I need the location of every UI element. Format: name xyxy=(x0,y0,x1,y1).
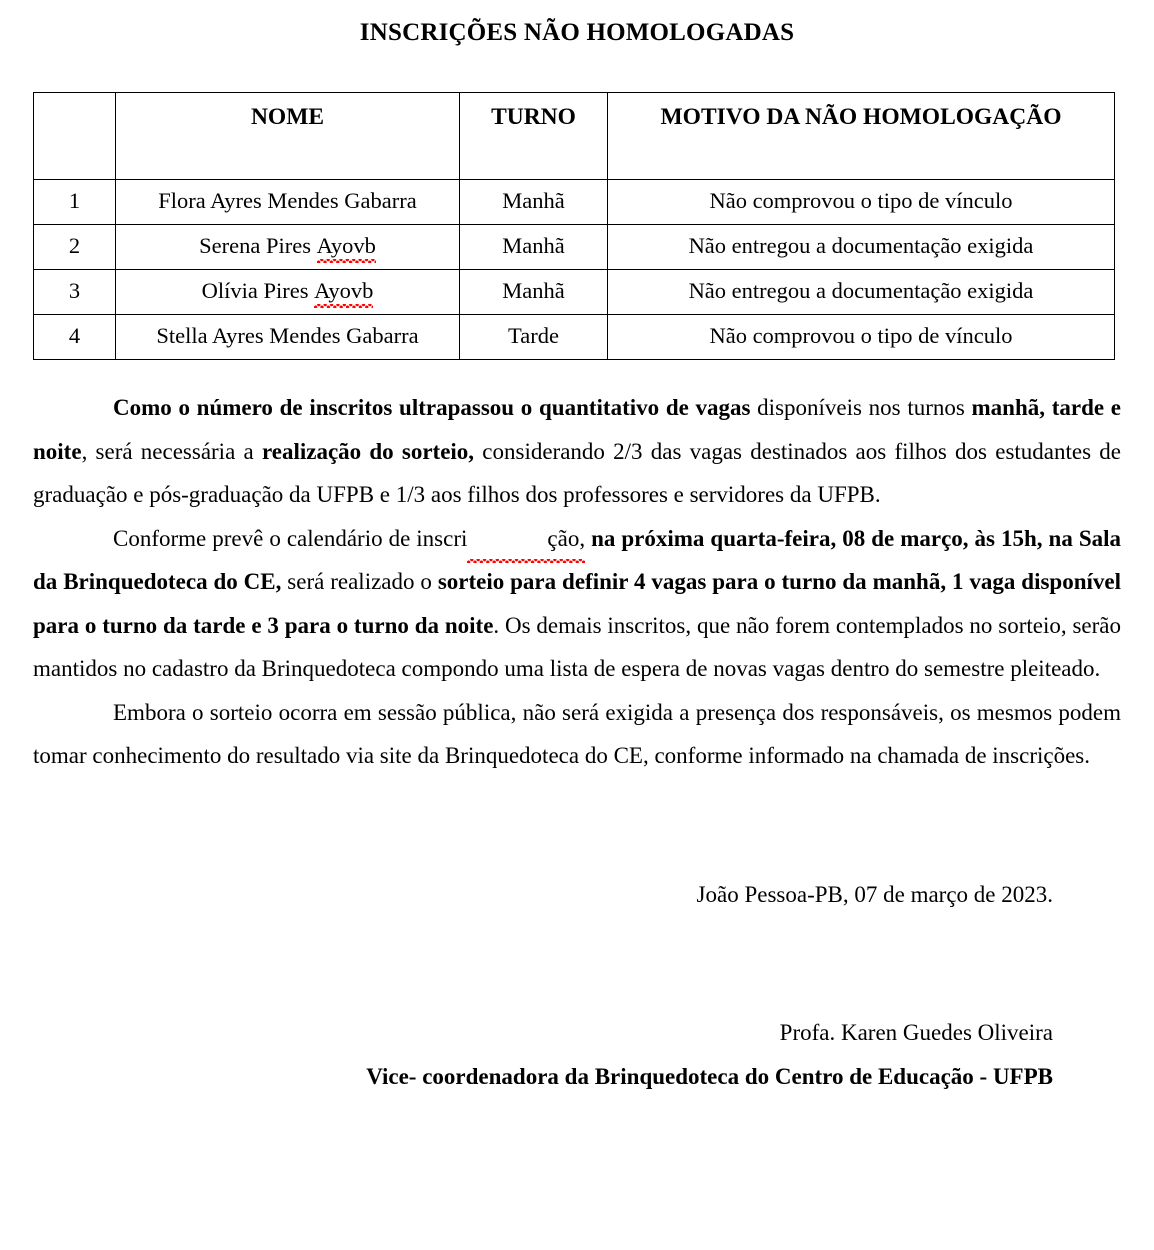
p1-bold-1: Como o número de inscritos ultrapassou o quantitativo de vagas xyxy=(113,395,751,420)
p1-bold-2: manhã, tarde e noite xyxy=(33,395,1121,464)
p3-text-1: Embora o sorteio ocorra em sessão pública, não será exigida a presença dos responsáveis, os mesmos podem tomar conhecimento do resultado via site da Brinquedoteca do CE, conforme informado na chamada de inscrições. xyxy=(33,699,1121,768)
body-content xyxy=(0,386,1154,1098)
cell-turno: Manhã xyxy=(460,225,608,270)
misspelled-word: Ayovb xyxy=(317,232,376,260)
cell-motivo: Não entregou a documentação exigida xyxy=(608,270,1115,315)
p2-text-3: . Os demais inscritos, que não forem contemplados no sorteio, serão mantidos no cadastro da Brinquedoteca compondo uma lista de espera de novas vagas dentro do semestre pleiteado. xyxy=(33,612,1121,681)
cell-index: 1 xyxy=(34,180,116,225)
page-title: INSCRIÇÕES NÃO HOMOLOGADAS xyxy=(359,19,795,46)
p2-bold-1: na próxima quarta-feira, 08 de março, às 15h, na Sala da Brinquedoteca do CE, xyxy=(33,525,1121,594)
column-header-turno: TURNO xyxy=(460,93,608,180)
paragraph-1 xyxy=(33,386,1121,517)
misspelled-word: ção, xyxy=(467,517,585,561)
cell-nome xyxy=(116,270,460,315)
table-row xyxy=(34,225,1115,270)
cell-nome xyxy=(116,315,460,360)
signature-role: Vice- coordenadora da Brinquedoteca do Centro de Educação - UFPB xyxy=(366,1063,1053,1089)
cell-index: 4 xyxy=(34,315,116,360)
cell-turno: Manhã xyxy=(460,180,608,225)
cell-index: 2 xyxy=(34,225,116,270)
cell-motivo: Não entregou a documentação exigida xyxy=(608,225,1115,270)
cell-turno: Tarde xyxy=(460,315,608,360)
cell-index: 3 xyxy=(34,270,116,315)
p1-bold-3: realização do sorteio, xyxy=(261,438,475,464)
paragraph-3 xyxy=(33,691,1121,778)
cell-motivo: Não comprovou o tipo de vínculo xyxy=(608,315,1115,360)
p2-text-1: Conforme prevê o calendário de inscri xyxy=(113,525,468,551)
nome-text: Serena Pires xyxy=(199,232,317,258)
p1-text-1: disponíveis nos turnos xyxy=(750,395,972,420)
table-header-row xyxy=(34,93,1115,180)
p1-text-3: considerando 2/3 das vagas destinados aos filhos dos estudantes de graduação e pós-graduação da UFPB e 1/3 aos filhos dos professores e servidores da UFPB. xyxy=(33,438,1121,507)
table-row xyxy=(34,180,1115,225)
column-header-index xyxy=(34,93,116,180)
cell-nome xyxy=(116,180,460,225)
column-header-nome: NOME xyxy=(116,93,460,180)
cell-nome xyxy=(116,225,460,270)
signature-date: João Pessoa-PB, 07 de março de 2023. xyxy=(696,881,1053,907)
table-header xyxy=(34,93,1115,180)
p2-text-2: será realizado o xyxy=(281,569,438,594)
inscricoes-table xyxy=(33,92,1115,360)
nome-text: Flora Ayres Mendes Gabarra xyxy=(158,187,417,213)
nome-text: Olívia Pires xyxy=(201,277,315,303)
p2-bold-2: sorteio para definir 4 vagas para o turno da manhã, 1 vaga disponível para o turno da tarde e 3 para o turno da noite xyxy=(33,569,1121,638)
table-row xyxy=(34,270,1115,315)
spacer xyxy=(33,916,1121,1011)
nome-text: Stella Ayres Mendes Gabarra xyxy=(156,322,419,348)
signature-name: Profa. Karen Guedes Oliveira xyxy=(779,1020,1053,1045)
cell-motivo: Não comprovou o tipo de vínculo xyxy=(608,180,1115,225)
misspelled-word: Ayovb xyxy=(314,277,373,305)
cell-turno: Manhã xyxy=(460,270,608,315)
table-body xyxy=(34,180,1115,360)
spacer xyxy=(33,778,1121,873)
document-page xyxy=(0,18,1154,1250)
column-header-motivo: MOTIVO DA NÃO HOMOLOGAÇÃO xyxy=(608,93,1115,180)
paragraph-2 xyxy=(33,517,1121,691)
table-container xyxy=(0,92,1154,360)
table-row xyxy=(34,315,1115,360)
p1-text-2: , será necessária a xyxy=(81,438,262,464)
